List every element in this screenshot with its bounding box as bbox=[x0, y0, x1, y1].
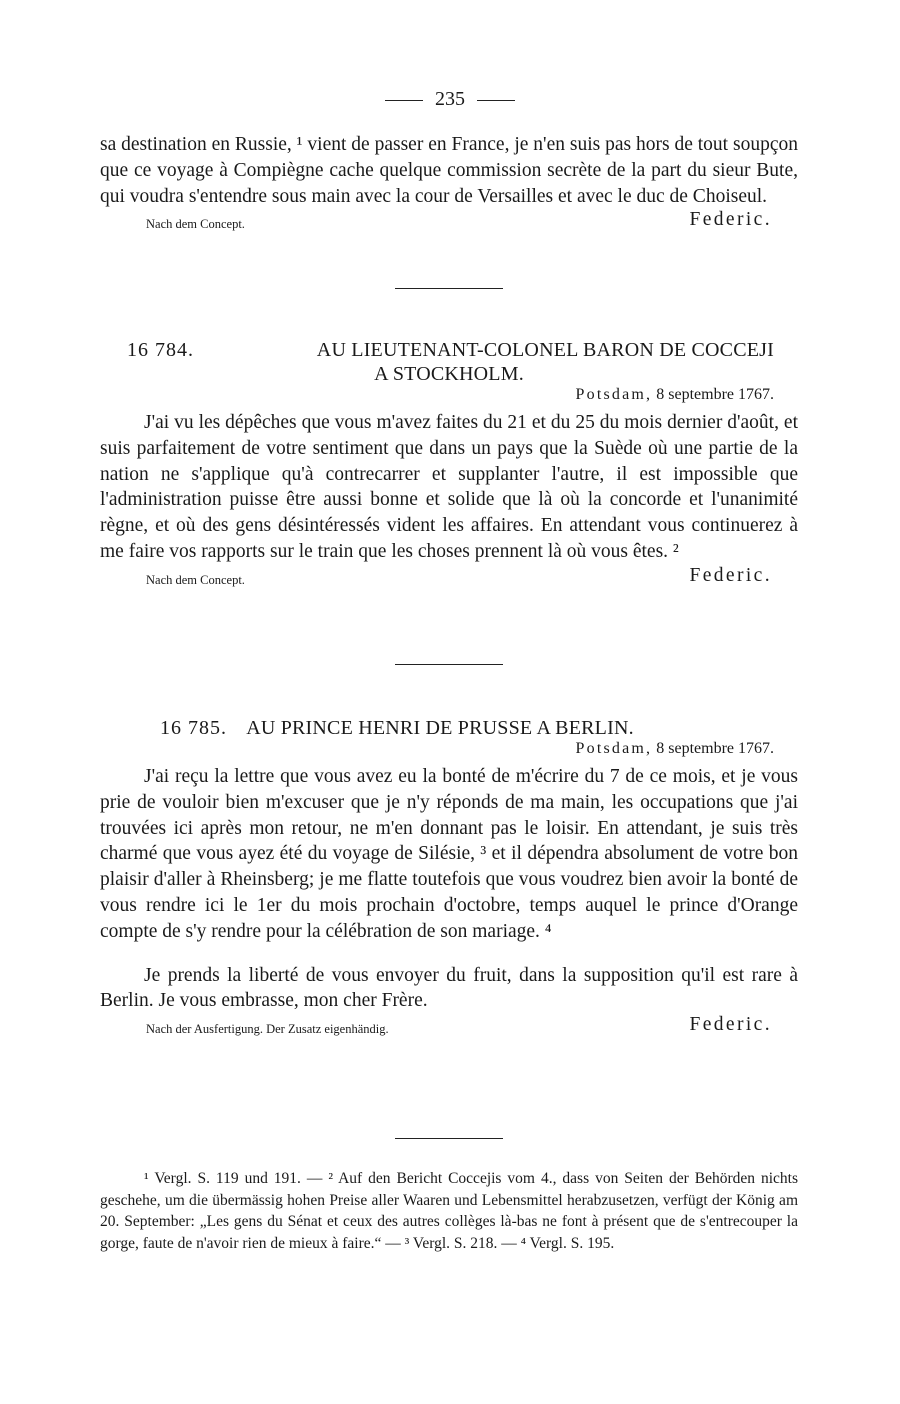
letter-body: J'ai reçu la lettre que vous avez eu la bonté de m'écrire du 7 de ce mois, et je vous prie de vouloir bien m'excuser que je n'y réponds de ma main, les occupations que j'ai trouvées ici après mon retour, ne m'en donnant pas le loisir. En attendant, je suis très charmé que vous ayez été du voyage de Silésie, ³ et il dépendra absolument de votre bon plaisir d'aller à Rheinsberg; je me flatte toutefois que vous voudrez bien avoir la bonté de vous rendre ici le 1er du mois prochain d'octobre, temps auquel le prince d'Orange compte de s'y rendre pour la célébration de son mariage. ⁴ bbox=[100, 766, 798, 942]
section-divider bbox=[395, 288, 503, 289]
footnote-text: ¹ Vergl. S. 119 und 191. — ² Auf den Bericht Coccejis vom 4., dass von Seiten der Behörden nichts geschehe, um die übermässig hohen Preise aller Waaren und Lebensmittel herabzusetzen, verfügt der König am 20. September: „Les gens du Sénat et ceux des autres collèges là-bas ne font à présent que de s'entrecouper la gorge, faute de n'avoir rien de mieux à faire.“ — ³ Vergl. S. 218. — ⁴ Vergl. S. 195. bbox=[100, 1170, 798, 1252]
source-note: Nach der Ausfertigung. Der Zusatz eigenhändig. bbox=[146, 1022, 389, 1037]
letter-closing bbox=[100, 1014, 798, 1042]
signature: Federic. bbox=[689, 209, 772, 231]
continuation-closing bbox=[100, 209, 798, 237]
source-note: Nach dem Concept. bbox=[146, 217, 245, 232]
signature: Federic. bbox=[689, 564, 772, 586]
header-dash-right bbox=[477, 100, 515, 101]
letter-heading bbox=[100, 338, 798, 386]
page-header bbox=[0, 88, 900, 111]
footnotes bbox=[100, 1168, 798, 1254]
letter-addressee-location: A STOCKHOLM. bbox=[374, 363, 524, 385]
section-divider bbox=[395, 664, 503, 665]
letter-number: 16 784. bbox=[127, 339, 194, 361]
header-dash-left bbox=[385, 100, 423, 101]
signature: Federic. bbox=[689, 1014, 772, 1036]
section-divider bbox=[395, 1138, 503, 1139]
letter-date: 8 septembre 1767. bbox=[656, 386, 774, 403]
letter-number: 16 785. bbox=[160, 717, 227, 739]
continuation-paragraph: sa destination en Russie, ¹ vient de passer en France, je n'en suis pas hors de tout soupçon que ce voyage à Compiègne cache quelque commission secrète de la part du sieur Bute, qui voudra s'entendre sous main avec la cour de Versailles et avec le duc de Choiseul. bbox=[100, 134, 798, 207]
letter-16784 bbox=[100, 338, 798, 593]
letter-addressee: AU PRINCE HENRI DE PRUSSE A BERLIN. bbox=[246, 717, 634, 739]
letter-dateline bbox=[100, 740, 798, 758]
letter-addressee: AU LIEUTENANT-COLONEL BARON DE COCCEJI bbox=[316, 339, 774, 361]
letter-heading bbox=[100, 716, 798, 740]
letter-16785 bbox=[100, 716, 798, 1042]
page-number: 235 bbox=[435, 88, 465, 110]
letter-place: Potsdam, bbox=[575, 740, 653, 757]
source-note: Nach dem Concept. bbox=[146, 572, 245, 587]
letter-date: 8 septembre 1767. bbox=[656, 740, 774, 757]
letter-place: Potsdam, bbox=[575, 386, 653, 403]
letter-closing bbox=[100, 565, 798, 593]
letter-body: J'ai vu les dépêches que vous m'avez faites du 21 et du 25 du mois dernier d'août, et suis parfaitement de votre sentiment que dans un pays que la Suède où une partie de la nation ne s'applique qu'à contrecarrer et supplanter l'autre, il est impossible que l'administration puisse être aussi bonne et solide que là où la concorde et l'unanimité règne, et où des gens désintéressés vident les affaires. En attendant vous continuerez à me faire vos rapports sur le train que les choses prennent là où vous êtes. ² bbox=[100, 412, 798, 562]
continuation-section bbox=[100, 132, 798, 237]
letter-postscript: Je prends la liberté de vous envoyer du fruit, dans la supposition qu'il est rare à Berlin. Je vous embrasse, mon cher Frère. bbox=[100, 964, 798, 1012]
letter-dateline bbox=[100, 386, 798, 404]
